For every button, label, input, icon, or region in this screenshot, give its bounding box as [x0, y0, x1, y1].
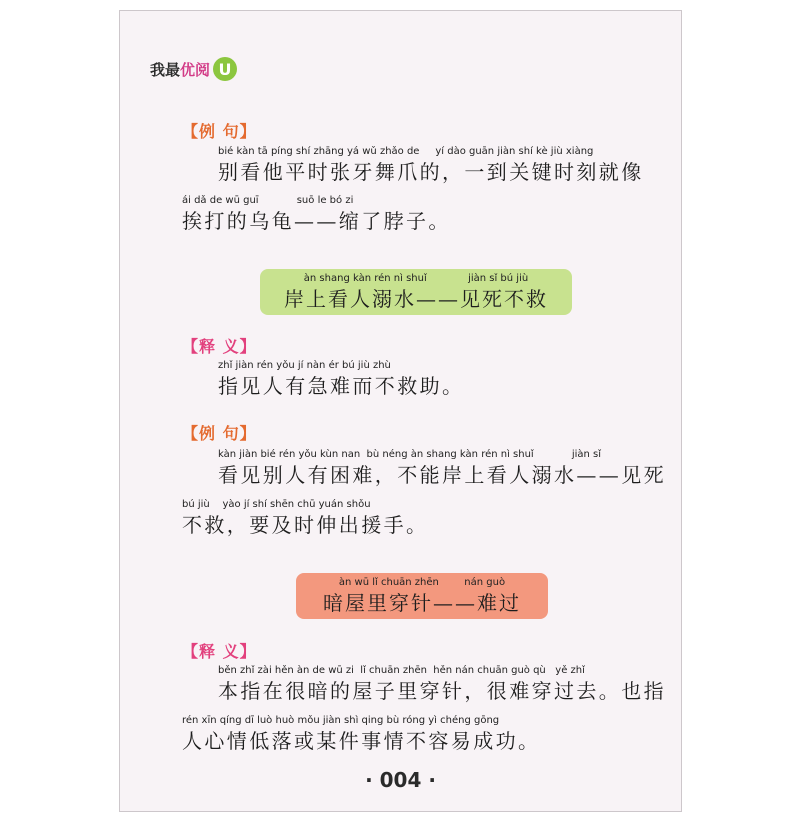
chinese-line: 看见别人有困难，不能岸上看人溺水——见死 — [218, 463, 666, 487]
chinese-line: 别看他平时张牙舞爪的，一到关键时刻就像 — [218, 160, 644, 184]
brand-header — [150, 57, 237, 81]
example-label: 【例 句】 — [182, 424, 257, 443]
pinyin-line: bú jiù yào jí shí shēn chū yuán shǒu — [182, 499, 371, 510]
chinese-line: 不救，要及时伸出援手。 — [182, 513, 429, 537]
meaning-line — [182, 714, 540, 754]
chinese-line: 指见人有急难而不救助。 — [218, 374, 465, 398]
pinyin-line: ái dǎ de wū guī suō le bó zi — [182, 195, 354, 206]
pinyin-line: kàn jiàn bié rén yǒu kùn nan bù néng àn shang kàn rén nì shuǐ jiàn sǐ — [218, 449, 602, 460]
pinyin-line: rén xīn qíng dī luò huò mǒu jiàn shì qing bù róng yì chéng gōng — [182, 715, 500, 726]
idiom-title-box — [296, 573, 548, 619]
idiom-text: 岸上看人溺水——见死不救 — [284, 287, 548, 311]
meaning-label: 【释 义】 — [182, 337, 257, 356]
idiom-text: 暗屋里穿针——难过 — [323, 591, 521, 615]
brand-name: 我最优阅 — [150, 60, 211, 79]
chinese-line: 人心情低落或某件事情不容易成功。 — [182, 729, 541, 753]
example-line — [182, 498, 428, 538]
brand-logo-icon: U — [213, 57, 237, 81]
example-label: 【例 句】 — [182, 122, 257, 141]
idiom-pinyin: àn shang kàn rén nì shuǐ jiàn sǐ bú jiù — [303, 273, 529, 284]
example-line — [182, 194, 451, 234]
pinyin-line: bié kàn tā píng shí zhāng yá wǔ zhǎo de yí dào guān jiàn shí kè jiù xiàng — [218, 146, 594, 157]
pinyin-line: zhǐ jiàn rén yǒu jí nàn ér bú jiù zhù — [218, 360, 391, 371]
chinese-line: 本指在很暗的屋子里穿针，很难穿过去。也指 — [218, 679, 666, 703]
example-line — [218, 448, 666, 488]
meaning-label: 【释 义】 — [182, 642, 257, 661]
page-number: · 004 · — [365, 768, 436, 792]
idiom-title-box — [260, 269, 572, 315]
meaning-line — [218, 664, 666, 704]
chinese-line: 挨打的乌龟——缩了脖子。 — [182, 209, 451, 233]
meaning-line — [218, 359, 464, 399]
pinyin-line: běn zhǐ zài hěn àn de wū zi lǐ chuān zhēn hěn nán chuān guò qù yě zhǐ — [218, 665, 585, 676]
idiom-pinyin: àn wū lǐ chuān zhēn nán guò — [338, 577, 506, 588]
example-line — [218, 145, 644, 185]
book-page — [119, 10, 682, 812]
